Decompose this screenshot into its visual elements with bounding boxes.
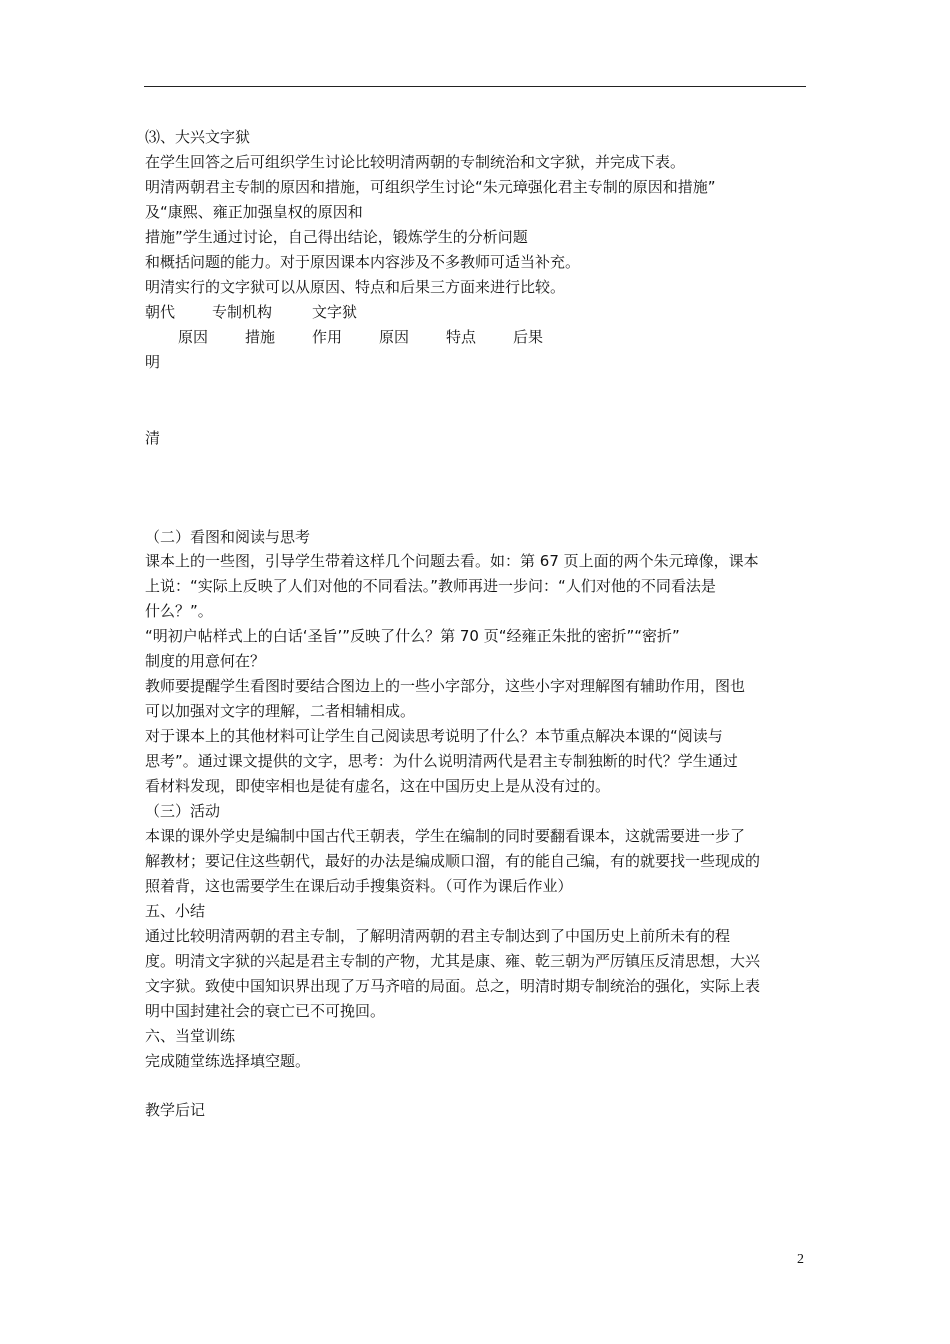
table-row-qing: 清 bbox=[145, 429, 161, 447]
paragraph-line: 思考”。通过课文提供的文字，思考：为什么说明清两代是君主专制独断的时代？学生通过 bbox=[145, 752, 738, 770]
section-heading: （三）活动 bbox=[145, 802, 221, 820]
table-header-literary-inquisition: 文字狱 bbox=[312, 303, 358, 321]
paragraph-line: 解教材；要记住这些朝代，最好的办法是编成顺口溜，有的能自己编，有的就要找一些现成的 bbox=[145, 852, 761, 870]
paragraph-line: 本课的课外学史是编制中国古代王朝表，学生在编制的同时要翻看课本，这就需要进一步了 bbox=[145, 827, 746, 845]
header-rule bbox=[144, 86, 806, 87]
paragraph-line: 看材料发现，即使宰相也是徒有虚名，这在中国历史上是从没有过的。 bbox=[145, 777, 611, 795]
paragraph-line: 什么？”。 bbox=[145, 602, 213, 620]
paragraph-line: 制度的用意何在？ bbox=[145, 652, 266, 670]
table-subheader: 原因 bbox=[379, 328, 410, 346]
page-number: 2 bbox=[797, 1252, 804, 1267]
paragraph-line: 度。明清文字狱的兴起是君主专制的产物，尤其是康、雍、乾三朝为严厉镇压反清思想，大兴 bbox=[145, 952, 761, 970]
table-row-ming: 明 bbox=[145, 353, 161, 371]
table-subheader: 特点 bbox=[446, 328, 477, 346]
paragraph-line: 照着背，这也需要学生在课后动手搜集资料。（可作为课后作业） bbox=[145, 877, 573, 895]
paragraph-line: 措施”学生通过讨论，自己得出结论，锻炼学生的分析问题 bbox=[145, 228, 528, 246]
paragraph-line: 明中国封建社会的衰亡已不可挽回。 bbox=[145, 1002, 386, 1020]
table-subheader: 措施 bbox=[245, 328, 276, 346]
paragraph-line: 及“康熙、雍正加强皇权的原因和 bbox=[145, 203, 363, 221]
table-subheader: 后果 bbox=[513, 328, 544, 346]
section-heading: （二）看图和阅读与思考 bbox=[145, 528, 311, 546]
paragraph-line: 可以加强对文字的理解，二者相辅相成。 bbox=[145, 702, 416, 720]
section-heading-literary-inquisition: ⑶、大兴文字狱 bbox=[145, 128, 251, 146]
paragraph-line: 明清两朝君主专制的原因和措施，可组织学生讨论“朱元璋强化君主专制的原因和措施” bbox=[145, 178, 716, 196]
paragraph-line: 完成随堂练选择填空题。 bbox=[145, 1052, 311, 1070]
paragraph-line: “明初户帖样式上的白话‘圣旨’”反映了什么？第 70 页“经雍正朱批的密折”“密折” bbox=[145, 627, 680, 645]
section-heading-exercise: 六、当堂训练 bbox=[145, 1027, 236, 1045]
table-subheader: 作用 bbox=[312, 328, 343, 346]
paragraph-line: 教师要提醒学生看图时要结合图边上的一些小字部分，这些小字对理解图有辅助作用，图也 bbox=[145, 677, 746, 695]
section-heading-notes: 教学后记 bbox=[145, 1101, 206, 1119]
paragraph-line: 文字狱。致使中国知识界出现了万马齐喑的局面。总之，明清时期专制统治的强化，实际上表 bbox=[145, 977, 761, 995]
table-header-autocracy: 专制机构 bbox=[212, 303, 273, 321]
table-subheader: 原因 bbox=[178, 328, 209, 346]
section-heading-summary: 五、小结 bbox=[145, 902, 206, 920]
paragraph-line: 上说：“实际上反映了人们对他的不同看法。”教师再进一步问：“人们对他的不同看法是 bbox=[145, 577, 716, 595]
paragraph-line: 对于课本上的其他材料可让学生自己阅读思考说明了什么？本节重点解决本课的“阅读与 bbox=[145, 727, 723, 745]
table-header-dynasty: 朝代 bbox=[145, 303, 176, 321]
paragraph-line: 通过比较明清两朝的君主专制，了解明清两朝的君主专制达到了中国历史上前所未有的程 bbox=[145, 927, 731, 945]
paragraph-line: 在学生回答之后可组织学生讨论比较明清两朝的专制统治和文字狱，并完成下表。 bbox=[145, 153, 686, 171]
paragraph-line: 课本上的一些图，引导学生带着这样几个问题去看。如：第 67 页上面的两个朱元璋像，课本 bbox=[145, 552, 759, 570]
paragraph-line: 明清实行的文字狱可以从原因、特点和后果三方面来进行比较。 bbox=[145, 278, 566, 296]
paragraph-line: 和概括问题的能力。对于原因课本内容涉及不多教师可适当补充。 bbox=[145, 253, 581, 271]
